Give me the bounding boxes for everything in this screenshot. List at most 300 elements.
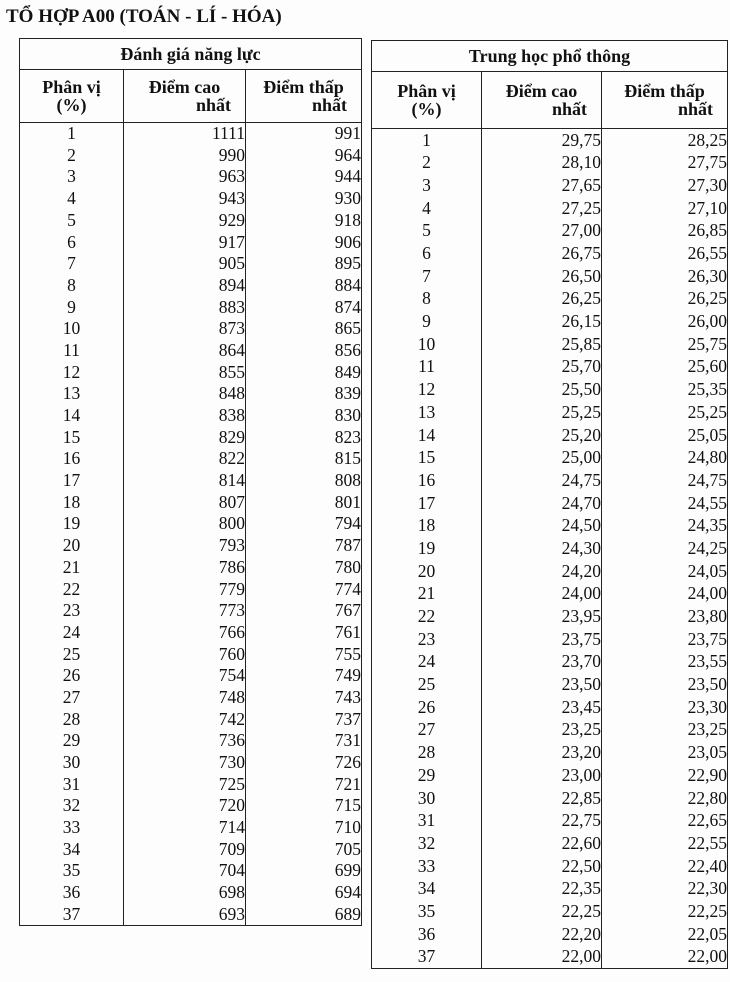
lowest-score-cell: 865 (246, 318, 362, 340)
percentile-cell: 2 (372, 152, 482, 175)
highest-score-cell: 760 (124, 644, 246, 666)
table-row (372, 855, 728, 878)
table-row (372, 674, 728, 697)
percentile-cell: 17 (372, 492, 482, 515)
lowest-score-cell: 731 (246, 730, 362, 752)
lowest-score-cell: 22,40 (602, 855, 728, 878)
percentile-cell: 3 (372, 174, 482, 197)
percentile-cell: 15 (20, 427, 124, 449)
percentile-cell: 1 (372, 129, 482, 152)
table-row (372, 265, 728, 288)
percentile-cell: 35 (372, 900, 482, 923)
table-row (372, 651, 728, 674)
table-row (20, 513, 362, 535)
lowest-score-cell: 26,55 (602, 242, 728, 265)
highest-score-cell: 822 (124, 448, 246, 470)
percentile-cell: 19 (20, 513, 124, 535)
table-row (372, 628, 728, 651)
lowest-score-cell: 24,35 (602, 515, 728, 538)
percentile-cell: 12 (20, 362, 124, 384)
highest-score-cell: 730 (124, 752, 246, 774)
highest-score-cell: 766 (124, 622, 246, 644)
table-row (20, 730, 362, 752)
percentile-cell: 21 (372, 583, 482, 606)
lowest-score-cell: 895 (246, 253, 362, 275)
highest-score-cell: 25,00 (482, 447, 602, 470)
percentile-cell: 25 (372, 674, 482, 697)
highest-score-cell: 779 (124, 578, 246, 600)
percentile-cell: 4 (20, 188, 124, 210)
table-row (20, 687, 362, 709)
table-row (372, 220, 728, 243)
column-header-percentile: Phân vị (%) (20, 70, 124, 123)
highest-score-cell: 855 (124, 362, 246, 384)
table-row (20, 622, 362, 644)
percentile-cell: 16 (372, 469, 482, 492)
lowest-score-cell: 23,25 (602, 719, 728, 742)
percentile-cell: 7 (20, 253, 124, 275)
lowest-score-cell: 856 (246, 340, 362, 362)
table-row (20, 427, 362, 449)
lowest-score-cell: 761 (246, 622, 362, 644)
lowest-score-cell: 24,25 (602, 537, 728, 560)
lowest-score-cell: 24,05 (602, 560, 728, 583)
percentile-cell: 22 (20, 578, 124, 600)
table-row (372, 288, 728, 311)
highest-score-cell: 736 (124, 730, 246, 752)
table-row (372, 537, 728, 560)
percentile-cell: 13 (20, 383, 124, 405)
highest-score-cell: 22,35 (482, 878, 602, 901)
table-row (372, 764, 728, 787)
column-header-lowest: Điểm thấp nhất (246, 70, 362, 123)
highest-score-cell: 24,20 (482, 560, 602, 583)
table-row (20, 297, 362, 319)
percentile-cell: 8 (372, 288, 482, 311)
table-row (372, 946, 728, 969)
percentile-cell: 25 (20, 644, 124, 666)
lowest-score-cell: 26,30 (602, 265, 728, 288)
lowest-score-cell: 839 (246, 383, 362, 405)
highest-score-cell: 22,20 (482, 923, 602, 946)
percentile-cell: 24 (20, 622, 124, 644)
percentile-cell: 27 (20, 687, 124, 709)
lowest-score-cell: 694 (246, 882, 362, 904)
lowest-score-cell: 743 (246, 687, 362, 709)
highest-score-cell: 25,50 (482, 379, 602, 402)
table-row (372, 129, 728, 152)
lowest-score-cell: 24,80 (602, 447, 728, 470)
percentile-cell: 6 (20, 231, 124, 253)
table-caption: Đánh giá năng lực (20, 39, 362, 70)
highest-score-cell: 23,45 (482, 696, 602, 719)
lowest-score-cell: 22,80 (602, 787, 728, 810)
table-row (20, 578, 362, 600)
highest-score-cell: 929 (124, 210, 246, 232)
lowest-score-cell: 964 (246, 145, 362, 167)
percentile-cell: 32 (20, 795, 124, 817)
table-row (372, 696, 728, 719)
table-row (372, 605, 728, 628)
table-row (20, 665, 362, 687)
highest-score-cell: 793 (124, 535, 246, 557)
lowest-score-cell: 884 (246, 275, 362, 297)
table-row (20, 882, 362, 904)
highest-score-cell: 24,50 (482, 515, 602, 538)
table-row (20, 557, 362, 579)
table-row (372, 197, 728, 220)
column-header-percentile: Phân vị (%) (372, 72, 482, 129)
page-title: TỔ HỢP A00 (TOÁN - LÍ - HÓA) (6, 6, 282, 27)
percentile-cell: 17 (20, 470, 124, 492)
lowest-score-cell: 22,65 (602, 810, 728, 833)
table-row (20, 166, 362, 188)
percentile-cell: 37 (372, 946, 482, 969)
table-row (20, 405, 362, 427)
percentile-cell: 30 (372, 787, 482, 810)
percentile-cell: 15 (372, 447, 482, 470)
percentile-cell: 34 (20, 839, 124, 861)
percentile-cell: 29 (20, 730, 124, 752)
percentile-cell: 33 (372, 855, 482, 878)
table-row (372, 583, 728, 606)
percentile-cell: 5 (20, 210, 124, 232)
table-row (20, 275, 362, 297)
lowest-score-cell: 726 (246, 752, 362, 774)
table-row (372, 515, 728, 538)
lowest-score-cell: 22,55 (602, 832, 728, 855)
highest-score-cell: 786 (124, 557, 246, 579)
highest-score-cell: 838 (124, 405, 246, 427)
table-row (372, 742, 728, 765)
percentile-cell: 7 (372, 265, 482, 288)
highest-score-cell: 917 (124, 231, 246, 253)
table-row (20, 231, 362, 253)
lowest-score-cell: 849 (246, 362, 362, 384)
table-row (372, 810, 728, 833)
table-row (20, 188, 362, 210)
highest-score-cell: 748 (124, 687, 246, 709)
percentile-cell: 9 (20, 297, 124, 319)
table-row (372, 174, 728, 197)
percentile-cell: 23 (372, 628, 482, 651)
table-row (372, 719, 728, 742)
percentile-cell: 28 (372, 742, 482, 765)
table-row (20, 470, 362, 492)
table-row (372, 832, 728, 855)
percentile-cell: 11 (372, 356, 482, 379)
highest-score-cell: 714 (124, 817, 246, 839)
highest-score-cell: 23,20 (482, 742, 602, 765)
table-row (20, 709, 362, 731)
highest-score-cell: 807 (124, 492, 246, 514)
highest-score-cell: 693 (124, 904, 246, 926)
table-row (372, 900, 728, 923)
percentile-cell: 24 (372, 651, 482, 674)
lowest-score-cell: 25,60 (602, 356, 728, 379)
column-header-highest: Điểm cao nhất (124, 70, 246, 123)
lowest-score-cell: 22,25 (602, 900, 728, 923)
table-row (20, 253, 362, 275)
table-row (372, 923, 728, 946)
percentile-cell: 37 (20, 904, 124, 926)
lowest-score-cell: 823 (246, 427, 362, 449)
table-row (20, 448, 362, 470)
highest-score-cell: 905 (124, 253, 246, 275)
percentile-cell: 6 (372, 242, 482, 265)
percentile-cell: 19 (372, 537, 482, 560)
lowest-score-cell: 705 (246, 839, 362, 861)
percentile-cell: 33 (20, 817, 124, 839)
highest-score-cell: 894 (124, 275, 246, 297)
highest-score-cell: 23,70 (482, 651, 602, 674)
lowest-score-cell: 25,75 (602, 333, 728, 356)
table-row (20, 600, 362, 622)
highest-score-cell: 22,50 (482, 855, 602, 878)
highest-score-cell: 848 (124, 383, 246, 405)
table-row (372, 447, 728, 470)
highest-score-cell: 864 (124, 340, 246, 362)
highest-score-cell: 829 (124, 427, 246, 449)
highest-score-cell: 814 (124, 470, 246, 492)
lowest-score-cell: 25,25 (602, 401, 728, 424)
lowest-score-cell: 22,05 (602, 923, 728, 946)
highest-score-cell: 23,50 (482, 674, 602, 697)
lowest-score-cell: 24,75 (602, 469, 728, 492)
highest-score-cell: 883 (124, 297, 246, 319)
highest-score-cell: 963 (124, 166, 246, 188)
table-row (20, 123, 362, 145)
lowest-score-cell: 28,25 (602, 129, 728, 152)
table-row (372, 560, 728, 583)
lowest-score-cell: 22,00 (602, 946, 728, 969)
highest-score-cell: 22,00 (482, 946, 602, 969)
percentile-cell: 12 (372, 379, 482, 402)
highest-score-cell: 873 (124, 318, 246, 340)
highest-score-cell: 26,75 (482, 242, 602, 265)
lowest-score-cell: 25,35 (602, 379, 728, 402)
table-row (20, 795, 362, 817)
lowest-score-cell: 780 (246, 557, 362, 579)
table-row (372, 469, 728, 492)
percentile-cell: 14 (372, 424, 482, 447)
highest-score-cell: 742 (124, 709, 246, 731)
table-row (20, 839, 362, 861)
table-row (372, 152, 728, 175)
lowest-score-cell: 944 (246, 166, 362, 188)
highest-score-cell: 25,25 (482, 401, 602, 424)
highest-score-cell: 943 (124, 188, 246, 210)
table-row (20, 340, 362, 362)
percentile-cell: 16 (20, 448, 124, 470)
table-row (372, 379, 728, 402)
lowest-score-cell: 918 (246, 210, 362, 232)
percentile-cell: 23 (20, 600, 124, 622)
table-row (372, 787, 728, 810)
highest-score-cell: 704 (124, 860, 246, 882)
table-danh-gia-nang-luc (19, 38, 362, 926)
highest-score-cell: 773 (124, 600, 246, 622)
percentile-cell: 2 (20, 145, 124, 167)
table-row (20, 535, 362, 557)
percentile-cell: 26 (20, 665, 124, 687)
lowest-score-cell: 721 (246, 774, 362, 796)
lowest-score-cell: 794 (246, 513, 362, 535)
table-row (372, 333, 728, 356)
table-row (20, 817, 362, 839)
highest-score-cell: 29,75 (482, 129, 602, 152)
percentile-cell: 27 (372, 719, 482, 742)
column-header-lowest: Điểm thấp nhất (602, 72, 728, 129)
percentile-cell: 31 (20, 774, 124, 796)
highest-score-cell: 990 (124, 145, 246, 167)
table-row (20, 145, 362, 167)
table-row (372, 424, 728, 447)
percentile-cell: 9 (372, 311, 482, 334)
lowest-score-cell: 801 (246, 492, 362, 514)
lowest-score-cell: 906 (246, 231, 362, 253)
percentile-cell: 14 (20, 405, 124, 427)
highest-score-cell: 24,70 (482, 492, 602, 515)
percentile-cell: 36 (20, 882, 124, 904)
lowest-score-cell: 26,85 (602, 220, 728, 243)
percentile-cell: 1 (20, 123, 124, 145)
highest-score-cell: 27,65 (482, 174, 602, 197)
lowest-score-cell: 26,00 (602, 311, 728, 334)
percentile-cell: 4 (372, 197, 482, 220)
table-row (20, 904, 362, 926)
highest-score-cell: 25,85 (482, 333, 602, 356)
percentile-cell: 30 (20, 752, 124, 774)
lowest-score-cell: 930 (246, 188, 362, 210)
lowest-score-cell: 27,75 (602, 152, 728, 175)
table-row (20, 752, 362, 774)
percentile-cell: 22 (372, 605, 482, 628)
lowest-score-cell: 874 (246, 297, 362, 319)
table-row (372, 492, 728, 515)
lowest-score-cell: 23,80 (602, 605, 728, 628)
percentile-cell: 35 (20, 860, 124, 882)
percentile-cell: 5 (372, 220, 482, 243)
column-header-highest: Điểm cao nhất (482, 72, 602, 129)
highest-score-cell: 25,70 (482, 356, 602, 379)
lowest-score-cell: 991 (246, 123, 362, 145)
highest-score-cell: 22,85 (482, 787, 602, 810)
percentile-cell: 20 (372, 560, 482, 583)
lowest-score-cell: 25,05 (602, 424, 728, 447)
table-row (372, 878, 728, 901)
lowest-score-cell: 27,30 (602, 174, 728, 197)
table-trung-hoc-pho-thong (371, 40, 728, 969)
highest-score-cell: 725 (124, 774, 246, 796)
percentile-cell: 10 (20, 318, 124, 340)
table-row (20, 492, 362, 514)
lowest-score-cell: 774 (246, 578, 362, 600)
highest-score-cell: 24,00 (482, 583, 602, 606)
table-row (20, 860, 362, 882)
lowest-score-cell: 24,55 (602, 492, 728, 515)
lowest-score-cell: 787 (246, 535, 362, 557)
table-row (372, 242, 728, 265)
highest-score-cell: 26,50 (482, 265, 602, 288)
highest-score-cell: 754 (124, 665, 246, 687)
highest-score-cell: 1111 (124, 123, 246, 145)
lowest-score-cell: 755 (246, 644, 362, 666)
percentile-cell: 8 (20, 275, 124, 297)
lowest-score-cell: 27,10 (602, 197, 728, 220)
highest-score-cell: 23,75 (482, 628, 602, 651)
percentile-cell: 13 (372, 401, 482, 424)
lowest-score-cell: 710 (246, 817, 362, 839)
lowest-score-cell: 22,30 (602, 878, 728, 901)
percentile-cell: 26 (372, 696, 482, 719)
table-row (372, 356, 728, 379)
lowest-score-cell: 715 (246, 795, 362, 817)
table-row (20, 383, 362, 405)
highest-score-cell: 23,25 (482, 719, 602, 742)
lowest-score-cell: 767 (246, 600, 362, 622)
lowest-score-cell: 23,30 (602, 696, 728, 719)
percentile-cell: 36 (372, 923, 482, 946)
highest-score-cell: 23,00 (482, 764, 602, 787)
highest-score-cell: 22,25 (482, 900, 602, 923)
percentile-cell: 20 (20, 535, 124, 557)
highest-score-cell: 27,00 (482, 220, 602, 243)
lowest-score-cell: 23,55 (602, 651, 728, 674)
percentile-cell: 10 (372, 333, 482, 356)
percentile-cell: 29 (372, 764, 482, 787)
percentile-cell: 18 (372, 515, 482, 538)
highest-score-cell: 27,25 (482, 197, 602, 220)
lowest-score-cell: 830 (246, 405, 362, 427)
percentile-cell: 18 (20, 492, 124, 514)
lowest-score-cell: 689 (246, 904, 362, 926)
percentile-cell: 34 (372, 878, 482, 901)
lowest-score-cell: 808 (246, 470, 362, 492)
highest-score-cell: 22,60 (482, 832, 602, 855)
lowest-score-cell: 26,25 (602, 288, 728, 311)
lowest-score-cell: 23,05 (602, 742, 728, 765)
table-row (20, 210, 362, 232)
highest-score-cell: 24,75 (482, 469, 602, 492)
highest-score-cell: 698 (124, 882, 246, 904)
highest-score-cell: 709 (124, 839, 246, 861)
highest-score-cell: 720 (124, 795, 246, 817)
table-caption: Trung học phổ thông (372, 41, 728, 72)
highest-score-cell: 25,20 (482, 424, 602, 447)
lowest-score-cell: 23,75 (602, 628, 728, 651)
lowest-score-cell: 24,00 (602, 583, 728, 606)
percentile-cell: 3 (20, 166, 124, 188)
highest-score-cell: 22,75 (482, 810, 602, 833)
lowest-score-cell: 815 (246, 448, 362, 470)
highest-score-cell: 26,15 (482, 311, 602, 334)
percentile-cell: 28 (20, 709, 124, 731)
lowest-score-cell: 22,90 (602, 764, 728, 787)
lowest-score-cell: 749 (246, 665, 362, 687)
percentile-cell: 21 (20, 557, 124, 579)
lowest-score-cell: 699 (246, 860, 362, 882)
table-row (20, 362, 362, 384)
percentile-cell: 31 (372, 810, 482, 833)
table-row (372, 401, 728, 424)
highest-score-cell: 23,95 (482, 605, 602, 628)
highest-score-cell: 24,30 (482, 537, 602, 560)
highest-score-cell: 26,25 (482, 288, 602, 311)
table-row (20, 644, 362, 666)
highest-score-cell: 28,10 (482, 152, 602, 175)
lowest-score-cell: 737 (246, 709, 362, 731)
